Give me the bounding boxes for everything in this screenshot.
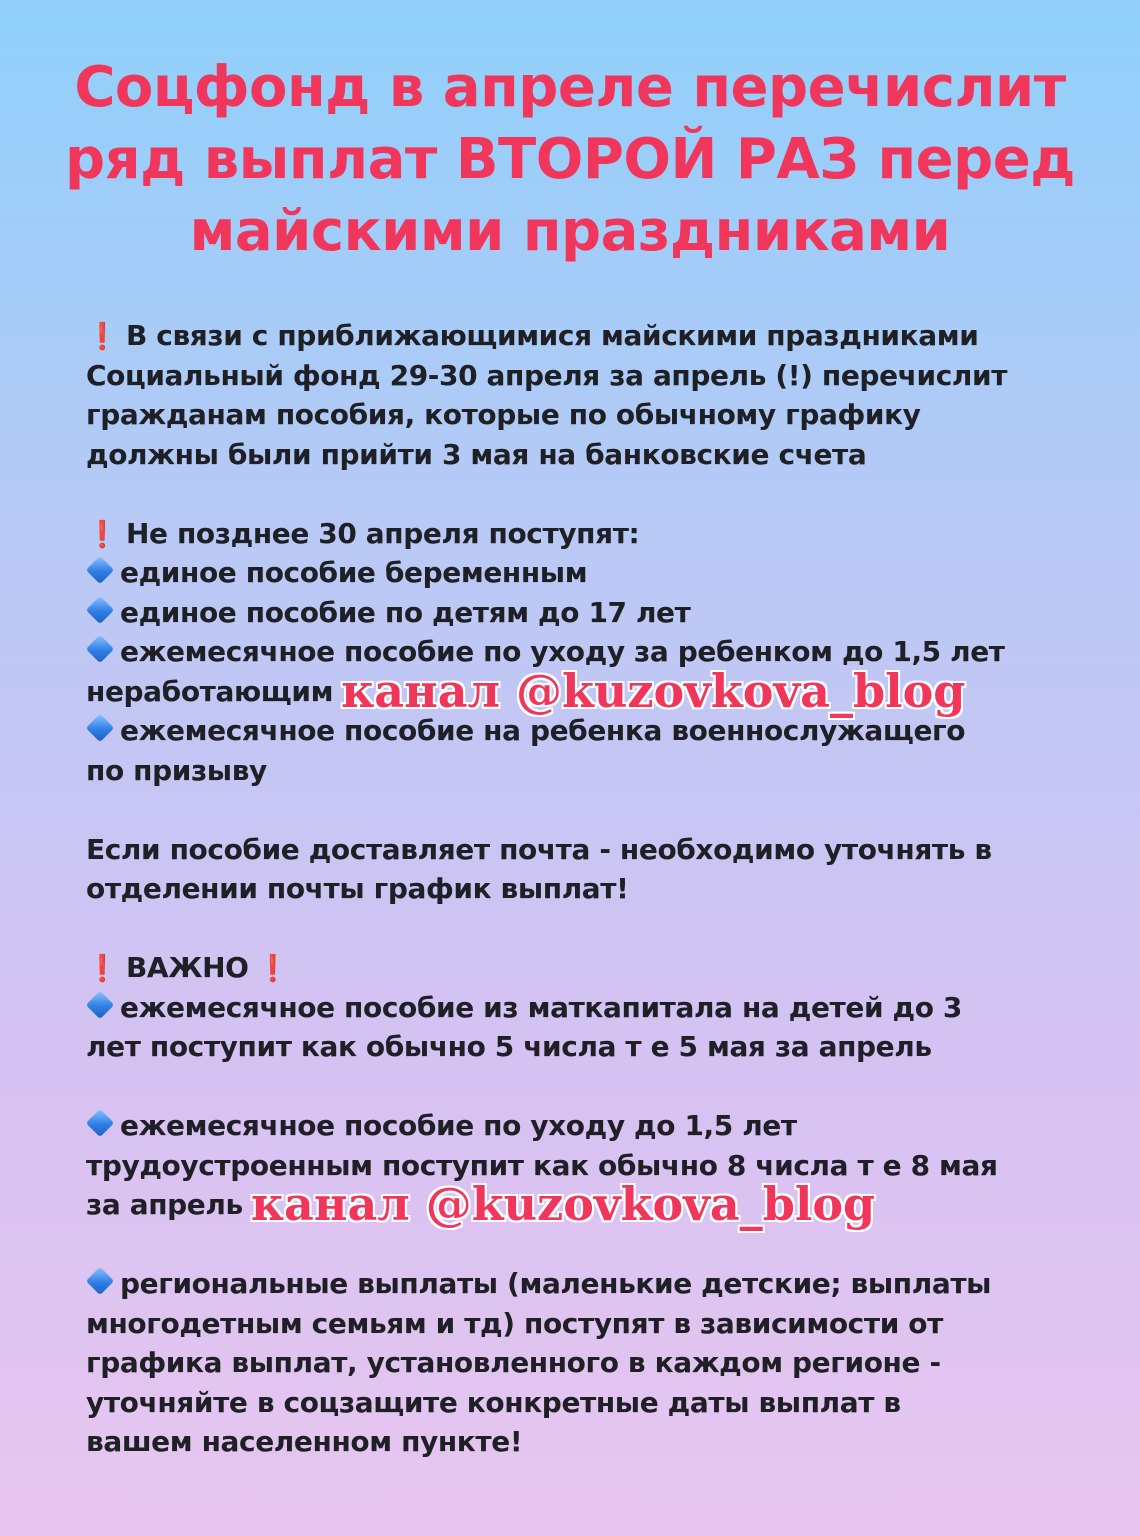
text: вашем населенном пункте! [86,1425,523,1458]
text: графика выплат, установленного в каждом регионе - [86,1346,941,1379]
text: неработающим [86,674,334,708]
text-line [86,1027,1086,1067]
text: отделении почты график выплат! [86,872,629,905]
text-line [86,1177,1086,1231]
article-body [86,316,1086,1462]
title-line: ряд выплат ВТОРОЙ РАЗ перед [65,127,1075,192]
text: ежемесячное пособие на ребенка военнослужащего [120,714,966,747]
text: уточняйте в соцзащите конкретные даты выплат в [86,1385,901,1419]
exclamation-icon: ❗ [256,954,289,984]
text: ВАЖНО [125,951,249,984]
blue-diamond-icon [86,1267,114,1295]
text: лет поступит как обычно 5 числа т е 5 мая за апрель [86,1030,932,1063]
text: должны были прийти 3 мая на банковские счета [86,437,867,471]
text-line [86,356,1086,396]
list-item [86,1264,1086,1304]
text: Социальный фонд 29-30 апреля за апрель (!) перечислит [86,358,1008,392]
list-item [86,988,1086,1028]
text: единое пособие по детям до 17 лет [120,595,691,629]
blue-diamond-icon [86,990,114,1018]
blue-diamond-icon [86,714,114,742]
page-title [40,52,1100,268]
watermark: канал @kuzovkova_blog [250,1177,876,1231]
text: Если пособие доставляет почта - необходимо уточнять в [86,832,992,866]
blue-diamond-icon [86,595,114,623]
text: по призыву [86,753,267,787]
text-line [86,435,1086,475]
text: за апрель [86,1188,243,1221]
text: Не позднее 30 апреля поступят: [125,516,640,550]
title-line: майскими праздниками [189,199,951,264]
spacer [86,909,1086,949]
list-item [86,1106,1086,1146]
text-line [86,1343,1086,1383]
blue-diamond-icon [86,635,114,663]
exclamation-icon: ❗ [86,322,118,352]
text: трудоустроенным поступит как обычно 8 числа т е 8 мая [86,1148,998,1182]
text: многодетным семьям и тд) поступят в зависимости от [86,1306,943,1340]
exclamation-icon: ❗ [86,954,118,984]
spacer [86,1067,1086,1107]
text-line [86,830,1086,870]
text: единое пособие беременным [120,556,588,589]
text: гражданам пособия, которые по обычному графику [86,398,921,431]
text-line [86,948,1086,988]
text-line [86,663,1086,718]
title-line: Соцфонд в апреле перечислит [74,55,1066,120]
text: ежемесячное пособие из маткапитала на детей до 3 [120,990,963,1024]
list-item [86,593,1086,633]
text: региональные выплаты (маленькие детские; выплаты [120,1267,992,1300]
text-line [86,1304,1086,1344]
text-line [86,395,1086,435]
text-line [86,514,1086,554]
text: ежемесячное пособие по уходу до 1,5 лет [120,1109,797,1142]
blue-diamond-icon [86,1109,114,1137]
watermark: канал @kuzovkova_blog [341,663,966,718]
text: В связи с приближающимися майскими праздниками [125,319,979,352]
text: ежемесячное пособие по уходу за ребенком до 1,5 лет [120,635,1005,668]
spacer [86,474,1086,514]
spacer [86,790,1086,830]
text-line [86,869,1086,909]
text-line [86,1383,1086,1423]
text-line [86,1422,1086,1462]
text-line [86,316,1086,356]
list-item [86,553,1086,593]
text-line [86,751,1086,791]
blue-diamond-icon [86,556,114,584]
list-item [86,711,1086,751]
exclamation-icon: ❗ [86,519,118,550]
